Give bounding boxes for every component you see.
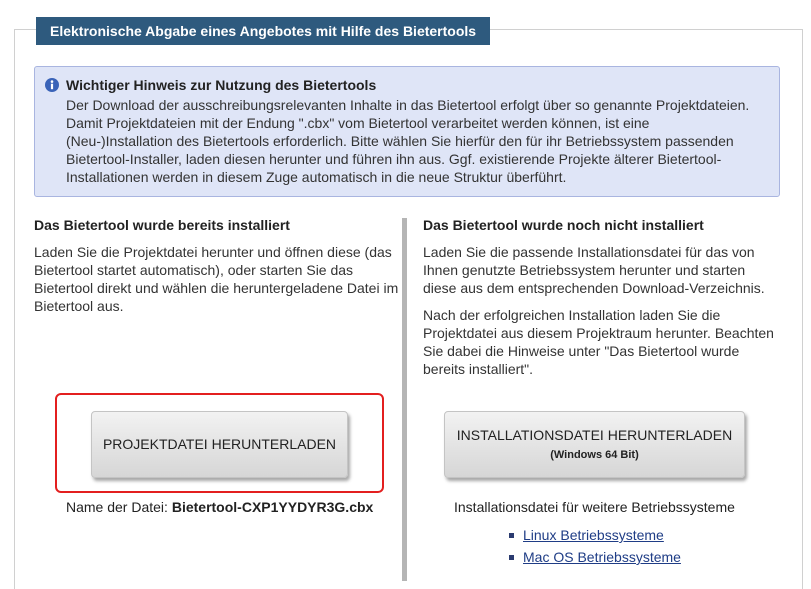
macos-link[interactable]: Mac OS Betriebssysteme (523, 549, 681, 565)
filename-value: Bietertool-CXP1YYDYR3G.cbx (171, 499, 374, 515)
info-icon (45, 78, 59, 92)
os-links-list (505, 524, 681, 568)
list-item (505, 524, 681, 546)
bullet (509, 555, 514, 560)
bullet (509, 533, 514, 538)
important-notice-box (34, 66, 780, 197)
not-installed-text-2: Nach der erfolgreichen Installation laden Sie die Projektdatei aus diesem Projektraum herunter. Beachten Sie dabei die Hinweise unter "Das Bietertool wurde bereits installiert". (423, 307, 774, 377)
section-legend: Elektronische Abgabe eines Angebotes mit Hilfe des Bietertools (36, 17, 490, 45)
installed-heading: Das Bietertool wurde bereits installiert (34, 217, 290, 233)
list-item (505, 546, 681, 568)
download-installer-button[interactable]: INSTALLATIONSDATEI HERUNTERLADEN (Windows 64 Bit) (444, 411, 745, 478)
filename-label: Name der Datei: (66, 499, 168, 515)
installed-text: Laden Sie die Projektdatei herunter und öffnen diese (das Bietertool startet automatisch), oder starten Sie das Bietertool direkt und wählen die heruntergeladene Datei im Bietertool aus. (34, 244, 399, 314)
filename-row (66, 499, 373, 515)
notice-title: Wichtiger Hinweis zur Nutzung des Bietertools (66, 77, 377, 93)
not-installed-heading: Das Bietertool wurde noch nicht installiert (423, 217, 704, 233)
other-os-label: Installationsdatei für weitere Betriebssysteme (454, 499, 735, 515)
notice-text: Der Download der ausschreibungsrelevanten Inhalte in das Bietertool erfolgt über so genannte Projektdateien. Damit Projektdateien mit der Endung ".cbx" vom Bietertool verarbeitet werden können, ist eine (Neu-)Installation des Bietertools erforderlich. Bitte wählen Sie hierfür den für ihr Betriebssystem passenden Bietertool-Installer, laden diesen herunter und führen ihn aus. Ggf. existierende Projekte älterer Bietertool- Installationen werden in diesem Zuge automatisch in die neue Struktur überführt. (66, 97, 750, 185)
download-project-file-button[interactable]: PROJEKTDATEI HERUNTERLADEN (91, 411, 348, 478)
linux-link[interactable]: Linux Betriebssysteme (523, 527, 664, 543)
column-divider (402, 218, 407, 581)
not-installed-text-1: Laden Sie die passende Installationsdatei für das von Ihnen genutzte Betriebssystem herunter und starten diese aus dem entsprechenden Download-Verzeichnis. (423, 244, 765, 296)
